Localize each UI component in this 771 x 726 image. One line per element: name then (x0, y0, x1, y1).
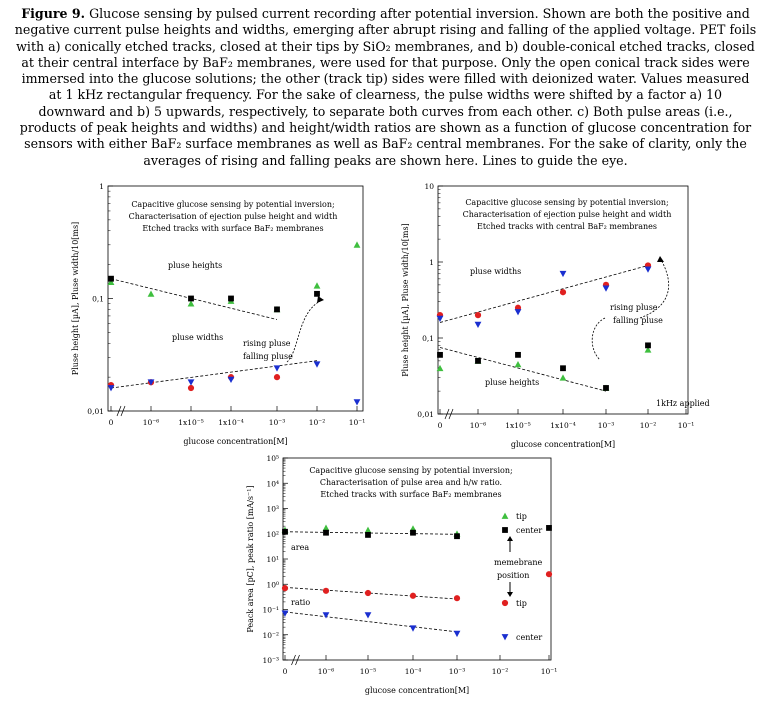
panel-c-x-tick-label: 10⁻¹ (540, 667, 558, 676)
panel-a-data-point-blue (108, 385, 115, 391)
panel-b-title-line: Capacitive glucose sensing by potential inversion; (465, 198, 669, 207)
panel-a-data-point-black (274, 307, 280, 313)
panel-b-annotation: falling pluse (613, 316, 663, 325)
panel-b-x-tick-label: 0 (437, 421, 443, 430)
panel-c-legend-marker (502, 634, 509, 640)
panel-a-x-tick-label: 1x10⁻⁴ (218, 418, 244, 427)
panel-b-data-point-blue (560, 271, 567, 277)
panel-c-y-tick-label: 10⁰ (266, 580, 279, 590)
panel-b-annotation: pluse heights (485, 378, 540, 387)
panel-c-y-tick-label: 10⁻² (262, 630, 279, 640)
caption-text: Glucose sensing by pulsed current recording after potential inversion. Shown are both the positive and negative current pulse heights and widths, emerging after abrupt rising and falling of the applied voltage. PET foils with a) conically etched tracks, closed at their tips by SiO₂ membranes, and b) double-conical etched tracks, closed at their central interface by BaF₂ membranes, were used for that purpose. Only the open conical track sides were immersed into the glucose solutions; the other (track tip) sides were filled with deionized water. Values measured at 1 kHz rectangular frequency. For the sake of clearness, the pulse widths were shifted by a factor a) 10 downward and b) 5 upwards, respectively, to separate both curves from each other. c) Both pulse areas (i.e., products of peak heights and widths) and height/width ratios are shown as a function of glucose concentration for sensors with either BaF₂ surface membranes as well as BaF₂ central membranes. For the sake of clarity, only the averages of rising and falling peaks are shown here. Lines to guide the eye. (14, 6, 757, 168)
panel-c-y-tick-label: 10⁻³ (262, 656, 279, 665)
panel-c-x-tick-label: 10⁻⁵ (359, 667, 377, 676)
panel-c-data-point-blue (323, 612, 330, 618)
panel-c-data-point-black (365, 532, 371, 538)
panel-c-data-point-red (410, 593, 416, 599)
panel-a-arrow-head (317, 296, 324, 303)
panel-b-x-tick-label: 10⁻¹ (677, 421, 695, 430)
panel-c-x-tick-label: 10⁻⁶ (317, 667, 335, 676)
panel-c-legend-arrow-head (507, 592, 513, 597)
panel-c-data-point-red (546, 571, 552, 577)
panel-a-trend-line (111, 361, 317, 388)
panel-c-legend-label: center (516, 526, 543, 535)
panel-b-x-tick-label: 10⁻⁶ (469, 421, 487, 430)
panel-c-data-point-blue (365, 612, 372, 618)
panel-b-x-tick-label: 10⁻² (639, 421, 657, 430)
panel-b-y-axis-label: Pluse height [µA], Pluse width/10[ms] (401, 223, 410, 377)
panel-c-data-point-red (282, 585, 288, 591)
panel-c-y-tick-label: 10¹ (266, 555, 279, 564)
panel-a-y-tick-label: 0,1 (92, 294, 104, 304)
panel-b-title-line: Etched tracks with central BaF₂ membranes (476, 222, 658, 231)
panel-b-annotation: pluse widths (470, 267, 522, 276)
panel-c-x-tick-label: 10⁻² (491, 667, 509, 676)
panel-b-arrow-head (657, 256, 664, 262)
panel-a-x-tick-label: 10⁻² (308, 418, 326, 427)
panel-b-y-tick-label: 10 (424, 182, 434, 191)
panel-a-annotation: pluse heights (168, 261, 223, 270)
panel-a-y-axis-label: Pluse height [µA], Pluse width/10[ms] (71, 221, 80, 376)
panel-a-data-point-black (314, 291, 320, 297)
panel-a-data-point-red (274, 374, 280, 380)
panel-b-data-point-black (645, 342, 651, 348)
panel-b-arrow (592, 318, 605, 360)
panel-b-x-tick-label: 1x10⁻⁵ (505, 421, 531, 430)
panel-c-title-line: Capacitive glucose sensing by potential inversion; (309, 466, 513, 475)
panel-b-data-point-black (560, 365, 566, 371)
panel-a-data-point-blue (188, 379, 195, 385)
panel-b-y-tick-label: 1 (429, 258, 434, 267)
panel-a-data-point-black (228, 296, 234, 302)
panel-a-annotation: rising pluse (243, 339, 291, 348)
panel-b-y-tick-label: 0,1 (422, 334, 434, 343)
panel-b-data-point-red (560, 289, 566, 295)
panel-b-data-point-red (475, 312, 481, 318)
panel-a-data-point-blue (354, 399, 361, 405)
panel-c-legend-label: tip (516, 512, 527, 521)
panel-b-x-tick-label: 1x10⁻⁴ (550, 421, 576, 430)
panel-a-data-point-green (148, 290, 155, 296)
panel-c-y-tick-label: 10⁻¹ (262, 605, 279, 615)
panel-c-data-point-red (365, 590, 371, 596)
panel-c-y-tick-label: 10² (266, 529, 279, 539)
panel-c-trend-line (285, 612, 457, 632)
panel-c-annotation: memebrane (494, 558, 543, 567)
panel-c-title-line: Characterisation of pulse area and h/w ratio. (319, 478, 503, 487)
panel-a-annotation: pluse widths (172, 333, 224, 342)
panel-a-annotation: falling pluse (243, 352, 293, 361)
panel-b-data-point-blue (475, 322, 482, 328)
panel-c-y-axis-label: Peack area [pC], peak ratio [mA/s⁻¹] (246, 485, 255, 633)
panel-c-data-point-blue (454, 631, 461, 637)
panel-c-data-point-red (454, 595, 460, 601)
panel-c-data-point-black (546, 525, 552, 531)
panel-c-annotation: position (497, 571, 530, 580)
panel-b-data-point-black (603, 385, 609, 391)
panel-a-data-point-blue (228, 377, 235, 383)
panel-a-y-tick-label: 0,01 (87, 407, 104, 416)
panel-c-annotation: ratio (291, 598, 311, 607)
panel-a-data-point-black (108, 276, 114, 282)
panel-a-x-tick-label: 0 (108, 418, 114, 427)
panel-c-trend-line (285, 532, 457, 535)
panel-c-legend-label: center (516, 633, 543, 642)
panel-c-y-tick-label: 10³ (266, 504, 279, 514)
panel-c-x-tick-label: 10⁻⁴ (404, 667, 422, 676)
panel-c-data-point-red (323, 588, 329, 594)
panel-a-data-point-green (354, 241, 361, 247)
panel-a-x-axis-label: glucose concentration[M] (183, 437, 288, 446)
panel-a-title-line: Etched tracks with surface BaF₂ membranes (142, 224, 324, 233)
panel-a-data-point-black (188, 296, 194, 302)
panel-b-data-point-black (437, 352, 443, 358)
panel-b-x-tick-label: 10⁻³ (597, 421, 615, 430)
panel-a-x-tick-label: 1x10⁻⁵ (178, 418, 204, 427)
caption-lead: Figure 9. (21, 6, 86, 21)
panel-c-title-line: Etched tracks with surface BaF₂ membranes (320, 490, 502, 499)
panel-b-data-point-blue (515, 309, 522, 315)
panel-a-trend-line (111, 279, 277, 320)
panel-b-annotation: rising pluse (610, 303, 658, 312)
panel-b-data-point-black (475, 358, 481, 364)
panel-b-data-point-green (515, 361, 522, 367)
panel-b-annotation: 1kHz applied (656, 399, 710, 408)
panel-a-data-point-blue (274, 365, 281, 371)
panel-c-x-tick-label: 10⁻³ (448, 667, 466, 676)
panel-b-y-tick-label: 0,01 (417, 410, 434, 419)
panel-b-data-point-green (560, 374, 567, 380)
panel-a-data-point-red (188, 385, 194, 391)
panel-c-x-axis-label: glucose concentration[M] (364, 686, 470, 695)
panel-a-y-tick-label: 1 (99, 182, 104, 191)
panel-a-data-point-blue (314, 361, 321, 367)
panel-a-data-point-green (314, 282, 321, 288)
panel-a-x-tick-label: 10⁻¹ (348, 418, 366, 427)
panel-c-data-point-black (323, 530, 329, 536)
panel-c-legend-marker (502, 600, 508, 606)
panel-a-title-line: Characterisation of ejection pulse height and width (128, 212, 338, 221)
panel-a-x-tick-label: 10⁻⁶ (142, 418, 160, 427)
panel-c-data-point-black (282, 529, 288, 535)
panel-c-data-point-black (454, 533, 460, 539)
panel-b-title-line: Characterisation of ejection pulse height and width (462, 210, 672, 219)
panel-c-data-point-black (410, 530, 416, 536)
panel-a-x-tick-label: 10⁻³ (268, 418, 286, 427)
panel-c-y-tick-label: 10⁵ (266, 454, 279, 463)
panel-a-title-line: Capacitive glucose sensing by potential inversion; (131, 200, 335, 209)
panel-c-legend-label: tip (516, 599, 527, 608)
panel-c-annotation: area (291, 543, 310, 552)
panel-c-data-point-blue (410, 625, 417, 631)
panel-b-data-point-blue (603, 285, 610, 291)
panel-b-data-point-black (515, 352, 521, 358)
panel-c-legend-arrow-head (507, 536, 513, 541)
panel-b-data-point-blue (645, 266, 652, 272)
panel-c-legend-marker (502, 527, 508, 533)
panel-c-legend-marker (502, 513, 509, 519)
panel-c-x-tick-label: 0 (282, 667, 288, 676)
panel-b-x-axis-label: glucose concentration[M] (510, 440, 616, 449)
panel-c-y-tick-label: 10⁴ (266, 479, 279, 489)
